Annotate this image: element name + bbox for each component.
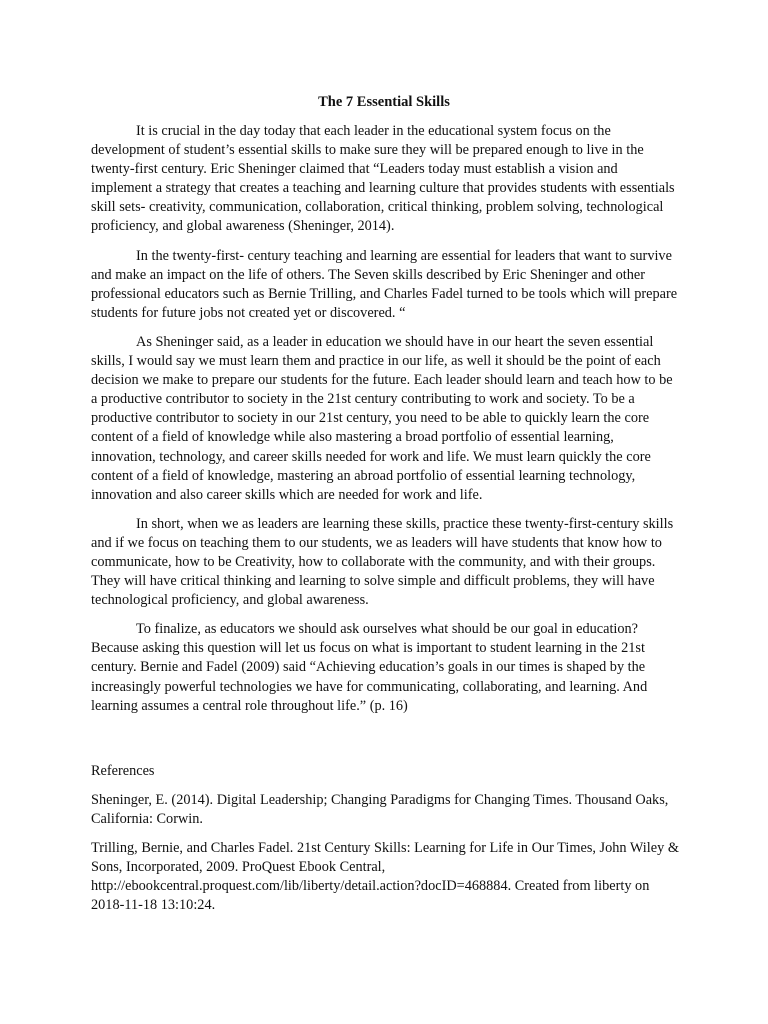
references-list [91,791,681,926]
references-heading: References [91,763,155,779]
reference-1: Sheninger, E. (2014). Digital Leadership; Changing Paradigms for Changing Times. Thousand Oaks, California: Corwin. [91,792,669,828]
paragraph-3: As Sheninger said, as a leader in education we should have in our heart the seven essential skills, I would say we must learn them and practice in our life, as well it should be the point of each decision we make to prepare our students for the future. Each leader should learn and teach how to be a productive contributor to society in the 21st century contributing to work and society. To be a productive contributor to society in our 21st century, you need to be able to quickly learn the core content of a field of knowledge while also mastering a broad portfolio of essential learning, innovation, technology, and career skills needed for work and life. We must learn quickly the core content of a field of knowledge, mastering an abroad portfolio of essential learning technology, innovation and also career skills which are needed for work and life. [91,333,673,503]
paragraph-5: To finalize, as educators we should ask ourselves what should be our goal in education? Because asking this question will let us focus on what is important to student learning in the 21st century. Bernie and Fadel (2009) said “Achieving education’s goals in our times is shaped by the increasingly powerful technologies we have for communicating, collaborating, and learning. And learning assumes a central role throughout life.” (p. 16) [91,621,648,714]
document-body [91,122,681,726]
reference-2: Trilling, Bernie, and Charles Fadel. 21st Century Skills: Learning for Life in Our Times, John Wiley & Sons, Incorporated, 2009. ProQuest Ebook Central, http://ebookcentral.proquest.com/lib/liberty/detail.action?docID=468884. Created from liberty on 2018-11-18 13:10:24. [91,840,679,914]
paragraph-1: It is crucial in the day today that each leader in the educational system focus on the development of student’s essential skills to make sure they will be prepared enough to live in the twenty-first century. Eric Sheninger claimed that “Leaders today must establish a vision and implement a strategy that creates a teaching and learning culture that provides students with essentials skill sets- creativity, communication, collaboration, critical thinking, problem solving, technological proficiency, and global awareness (Sheninger, 2014). [91,123,675,235]
document-title: The 7 Essential Skills [318,94,450,110]
paragraph-2: In the twenty-first- century teaching and learning are essential for leaders that want to survive and make an impact on the life of others. The Seven skills described by Eric Sheninger and other professional educators such as Bernie Trilling, and Charles Fadel turned to be tools which will prepare students for future jobs not created yet or discovered. “ [91,247,678,321]
paragraph-4: In short, when we as leaders are learning these skills, practice these twenty-first-century skills and if we focus on teaching them to our students, we as leaders will have students that know how to communicate, how to be Creativity, how to collaborate with the community, and with their groups. They will have critical thinking and learning to solve simple and difficult problems, they will have technological proficiency, and global awareness. [91,515,674,609]
